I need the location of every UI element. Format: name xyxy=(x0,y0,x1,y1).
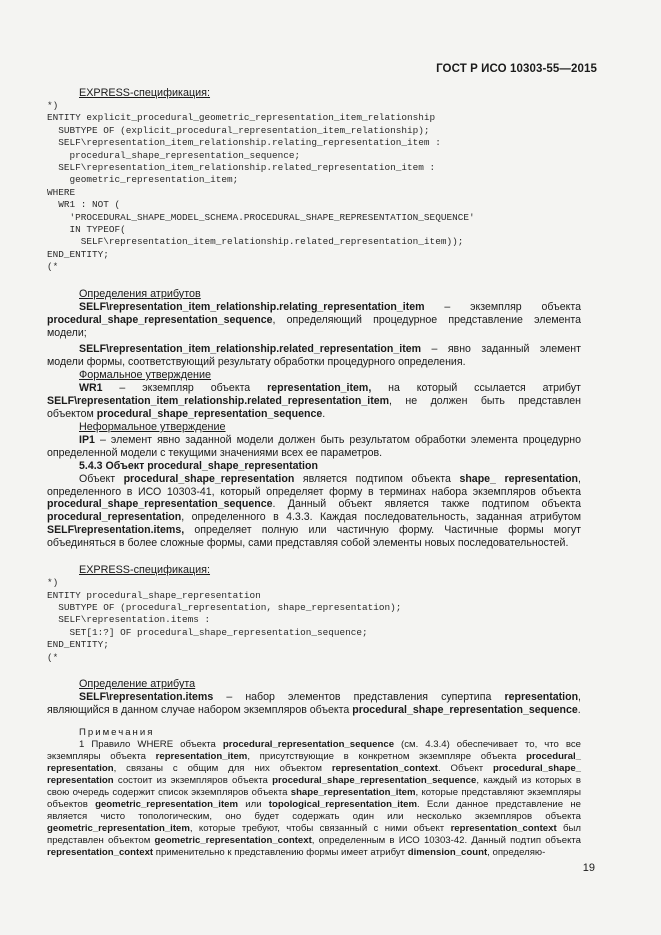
formal-proposition-heading: Формальное утверждение xyxy=(79,369,212,382)
page-content xyxy=(47,87,581,859)
formal-proposition-line: WR1 – экземпляр объекта representation_item, на который ссылается атрибут xyxy=(79,382,581,395)
page-number: 19 xyxy=(582,862,595,874)
attribute-definition: SELF\representation_item_relationship.related_representation_item – явно заданный элемент модели формы, соответствующий результату обработки процедурного определения. xyxy=(47,343,581,369)
express-heading: EXPRESS-спецификация: xyxy=(79,87,211,99)
formal-proposition-text: SELF\representation_item_relationship.related_representation_item, не должен быть представлен объектом procedural_shape_representation_sequence. xyxy=(47,395,581,421)
attribute-definition: SELF\representation_item_relationship.relating_representation_item – экземпляр объекта procedural_shape_representation_sequence, определяющий процедурное представление элемента модели; xyxy=(47,300,581,339)
express-code-block: *) ENTITY procedural_shape_representation SUBTYPE OF (procedural_representation, shape_representation); SELF\representation.items : SET[1:?] OF procedural_shape_representation_sequence; END_ENTITY; (* xyxy=(47,577,402,663)
informal-proposition-text: IP1 – элемент явно заданной модели должен быть результатом обработки элемента процедурно определенной модели с текущими значениями всех ее параметров. xyxy=(47,433,581,459)
note-paragraph: 1 Правило WHERE объекта procedural_representation_sequence (см. 4.3.4) обеспечивает то, что все экземпляры объекта representation_item, присутствующие в конкретном экземпляре объекта procedural_ representation, связаны с общим для них объектом representation_context. Объект procedural_shape_ representation состоит из экземпляров объекта procedural_shape_representation_sequence, каждый из которых в свою очередь содержит список экземпляров объекта shape_representation_item, которые представляют экземпляры объектов geometric_representation_item или topological_representation_item. Если данное представление не является чисто топологическим, оно будет содержать один или несколько экземпляров объекта geometric_representation_item, которые требуют, чтобы связанный с ними объект representation_context был представлен объектом geometric_representation_context, определенным в ИСО 10303-42. Данный подтип объекта representation_context применительно к представлению формы имеет атрибут dimension_count, определяю- xyxy=(47,738,582,858)
notes-heading: Примечания xyxy=(79,726,155,738)
informal-proposition-heading: Неформальное утверждение xyxy=(79,420,226,433)
section-paragraph: Объект procedural_shape_representation является подтипом объекта shape_ representation, определенного в ИСО 10303-41, который определяет форму в терминах набора экземпляров объекта procedural_shape_representation_sequence. Данный объект является также подтипом объекта procedural_representation, определенного в 4.3.3. Каждая последовательность, заданная атрибутом SELF\representation.items, определяет полную или частичную форму. Частичные формы могут объединяться в более сложные формы, сами представляя собой элементы новых последовательностей. xyxy=(47,472,581,550)
section-title: 5.4.3 Объект procedural_shape_representation xyxy=(79,459,318,472)
attribute-definition: SELF\representation.items – набор элементов представления супертипа representation, являющийся в данном случае набором экземпляров объекта procedural_shape_representation_sequence. xyxy=(47,690,581,716)
express-heading: EXPRESS-спецификация: xyxy=(79,564,211,577)
attribute-heading: Определение атрибута xyxy=(79,677,196,690)
attributes-heading: Определения атрибутов xyxy=(79,287,201,300)
express-code-block: *) ENTITY explicit_procedural_geometric_representation_item_relationship SUBTYPE OF (explicit_procedural_representation_item_relationship); SELF\representation_item_relationship.relating_representation_item : procedural_shape_representation_sequence; SELF\representation_item_relationship.related_representation_item : geometric_representation_item; WHERE WR1 : NOT ( 'PROCEDURAL_SHAPE_MODEL_SCHEMA.PROCEDURAL_SHAPE_REPRESENTATION_SEQUENCE' IN TYPEOF( SELF\representation_item_relationship.related_representation_item)); END_ENTITY; (* xyxy=(47,100,475,273)
document-header: ГОСТ Р ИСО 10303-55—2015 xyxy=(436,63,597,75)
